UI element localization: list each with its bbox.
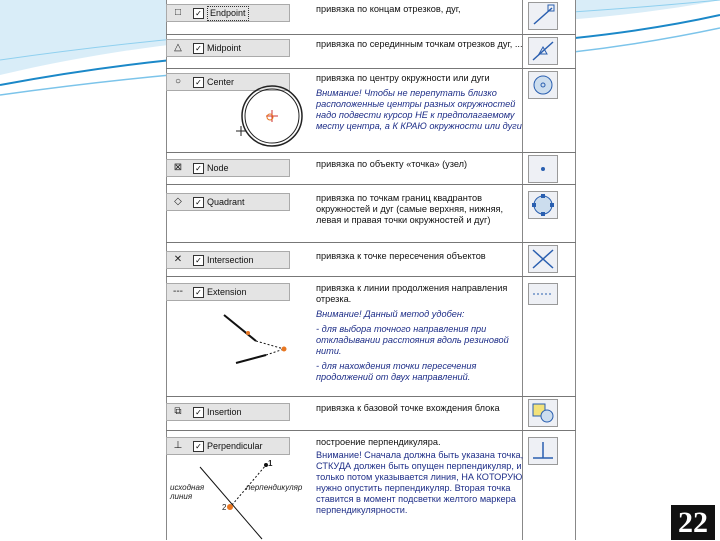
snap-strip (166, 39, 290, 57)
node-label: Node (207, 163, 229, 173)
center-symbol: ○ (174, 76, 182, 87)
extension-bullet: - для выбора точного направления при откладывании расстояния вдоль резиновой нити. (316, 324, 509, 356)
row-center (166, 68, 576, 153)
insertion-label: Insertion (207, 407, 242, 417)
snap-strip (166, 4, 290, 22)
endpoint-icon (528, 2, 558, 30)
snap-strip (166, 403, 290, 421)
snap-strip (166, 193, 290, 211)
snap-strip (166, 437, 290, 455)
midpoint-label: Midpoint (207, 43, 242, 53)
insertion-symbol: ⧉ (174, 406, 182, 417)
perpendicular-icon (528, 437, 558, 465)
center-label: Center (207, 77, 235, 87)
intersection-icon (528, 245, 558, 273)
center-warning: Внимание! Чтобы не перепутать близко расположенные центры разных окружностей надо подвести курсор НЕ к предполагаемому месту центра, а К КРАЮ окружности или дуги (316, 88, 522, 131)
row-endpoint (166, 0, 576, 34)
midpoint-desc: привязка по серединным точкам отрезков дуг, ... (316, 39, 523, 49)
intersection-label: Intersection (207, 255, 254, 265)
midpoint-symbol: △ (174, 42, 182, 53)
endpoint-symbol: □ (174, 7, 182, 18)
row-intersection (166, 242, 576, 277)
insertion-icon (528, 399, 558, 427)
extension-checkbox[interactable]: ✓ (193, 287, 204, 298)
row-quadrant (166, 184, 576, 243)
extension-warning: Внимание! Данный метод удобен: (316, 309, 465, 319)
perpendicular-label: Perpendicular (207, 441, 263, 451)
extension-label: Extension (207, 287, 247, 297)
snap-strip (166, 251, 290, 269)
intersection-symbol: ✕ (173, 254, 183, 265)
endpoint-label: Endpoint (207, 6, 249, 21)
center-desc: привязка по центру окружности или дуги (316, 73, 490, 83)
perpendicular-symbol: ⊥ (173, 440, 183, 451)
row-midpoint (166, 34, 576, 69)
extension-bullet: - для нахождения точки пересечения продолжений от двух направлений. (316, 361, 477, 382)
row-node (166, 152, 576, 185)
center-diagram (236, 81, 308, 151)
midpoint-checkbox[interactable]: ✓ (193, 43, 204, 54)
endpoint-desc: привязка по концам отрезков, дуг, (316, 4, 461, 14)
extension-diagram (196, 307, 306, 367)
node-icon (528, 155, 558, 183)
perpendicular-checkbox[interactable]: ✓ (193, 441, 204, 452)
quadrant-symbol: ◇ (174, 196, 182, 207)
snap-strip (166, 283, 290, 301)
quadrant-icon (528, 191, 558, 219)
perpendicular-warning: Внимание! Сначала должна быть указана точка, СТКУДА должен быть опущен перпендикуляр, и только потом указывается линия, НА КОТОРУЮ нужно опустить перпендикуляр. Вторая точка ставится в момент подсветки желтого маркера перпендикулярности. (316, 450, 524, 515)
row-perpendicular (166, 430, 576, 541)
perpendicular-diagram-label: перпендикуляр (246, 483, 303, 492)
quadrant-desc: привязка по точкам границ квадрантов окружностей и дуг (самые верхняя, нижняя, левая и правая точки окружностей и дуг) (316, 193, 504, 225)
node-desc: привязка по объекту «точка» (узел) (316, 159, 468, 169)
point-two-label: 2 (222, 503, 227, 512)
center-checkbox[interactable]: ✓ (193, 77, 204, 88)
snap-modes-table (166, 0, 576, 540)
perpendicular-desc: построение перпендикуляра. (316, 437, 441, 447)
intersection-desc: привязка к точке пересечения объектов (316, 251, 486, 261)
extension-symbol: --- (173, 286, 183, 297)
source-line-label: исходная линия (170, 483, 205, 501)
endpoint-checkbox[interactable]: ✓ (193, 8, 204, 19)
node-checkbox[interactable]: ✓ (193, 163, 204, 174)
row-extension (166, 276, 576, 397)
quadrant-label: Quadrant (207, 197, 245, 207)
row-insertion (166, 396, 576, 431)
intersection-checkbox[interactable]: ✓ (193, 255, 204, 266)
point-one-label: 1 (268, 459, 273, 468)
extension-desc: привязка к линии продолжения направления отрезка. (316, 283, 508, 304)
insertion-checkbox[interactable]: ✓ (193, 407, 204, 418)
page-number: 22 (671, 505, 715, 540)
quadrant-checkbox[interactable]: ✓ (193, 197, 204, 208)
insertion-desc: привязка к базовой точке вхождения блока (316, 403, 500, 413)
center-icon (528, 71, 558, 99)
snap-strip (166, 159, 290, 177)
node-symbol: ⊠ (173, 162, 183, 173)
extension-icon (528, 283, 558, 305)
midpoint-icon (528, 37, 558, 65)
